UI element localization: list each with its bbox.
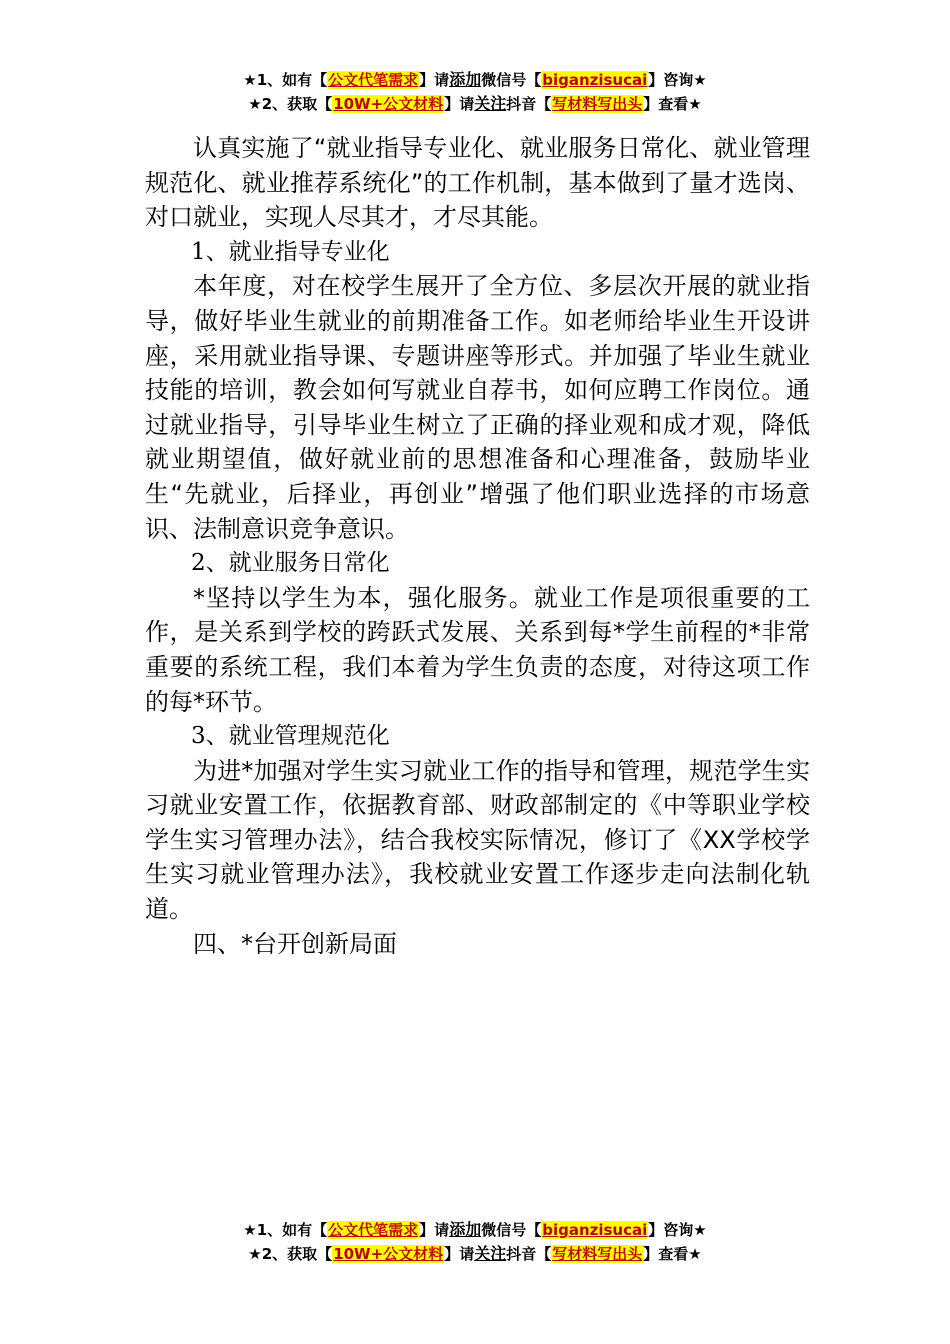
banner-line-1: ★1、如有【公文代笔需求】请添加微信号【biganzisucai】咨询★: [243, 1220, 707, 1239]
section-heading: 1、就业指导专业化: [191, 238, 390, 265]
paragraph: 为进*加强对学生实习就业工作的指导和管理，规范学生实习就业安置工作，依据教育部、财政部制定的《中等职业学校学生实习管理办法》，结合我校实际情况，修订了《XX学校学生实习就业管理办法》，我校就业安置工作逐步走向法制化轨道。: [145, 756, 810, 924]
banner-line-2: ★2、获取【10W+公文材料】请关注抖音【写材料写出头】查看★: [248, 1244, 702, 1263]
highlight-materials: 10W+公文材料: [333, 95, 444, 113]
paragraph: 本年度，对在校学生展开了全方位、多层次开展的就业指导，做好毕业生就业的前期准备工作。如老师给毕业生开设讲座，采用就业指导课、专题讲座等形式。并加强了毕业生就业技能的培训，教会如何写就业自荐书，如何应聘工作岗位。通过就业指导，引导毕业生树立了正确的择业观和成才观，降低就业期望值，做好就业前的思想准备和心理准备，鼓励毕业生“先就业，后择业，再创业”增强了他们职业选择的市场意识、法制意识竞争意识。: [145, 272, 810, 543]
highlight-wechat-id: biganzisucai: [542, 71, 648, 89]
highlight-service: 公文代笔需求: [328, 71, 419, 89]
footer-banner: [0, 1218, 950, 1266]
section-heading: 四、*台开创新局面: [193, 929, 397, 958]
highlight-douyin: 写材料写出头: [552, 95, 643, 113]
section-heading: 2、就业服务日常化: [191, 550, 390, 577]
paragraph: 认真实施了“就业指导专业化、就业服务日常化、就业管理规范化、就业推荐系统化”的工作机制，基本做到了量才选岗、对口就业，实现人尽其才，才尽其能。: [145, 134, 810, 232]
banner-line-1: ★1、如有【公文代笔需求】请添加微信号【biganzisucai】咨询★: [243, 70, 707, 89]
banner-line-2: ★2、获取【10W+公文材料】请关注抖音【写材料写出头】查看★: [248, 94, 702, 113]
highlight-materials: 10W+公文材料: [333, 1245, 444, 1263]
highlight-wechat-id: biganzisucai: [542, 1221, 648, 1239]
header-banner: [0, 68, 950, 116]
highlight-douyin: 写材料写出头: [552, 1245, 643, 1263]
highlight-service: 公文代笔需求: [328, 1221, 419, 1239]
paragraph: *坚持以学生为本，强化服务。就业工作是项很重要的工作，是关系到学校的跨跃式发展、关系到每*学生前程的*非常重要的系统工程，我们本着为学生负责的态度，对待这项工作的每*环节。: [145, 583, 810, 716]
document-body: [145, 131, 810, 961]
section-heading: 3、就业管理规范化: [191, 723, 390, 750]
